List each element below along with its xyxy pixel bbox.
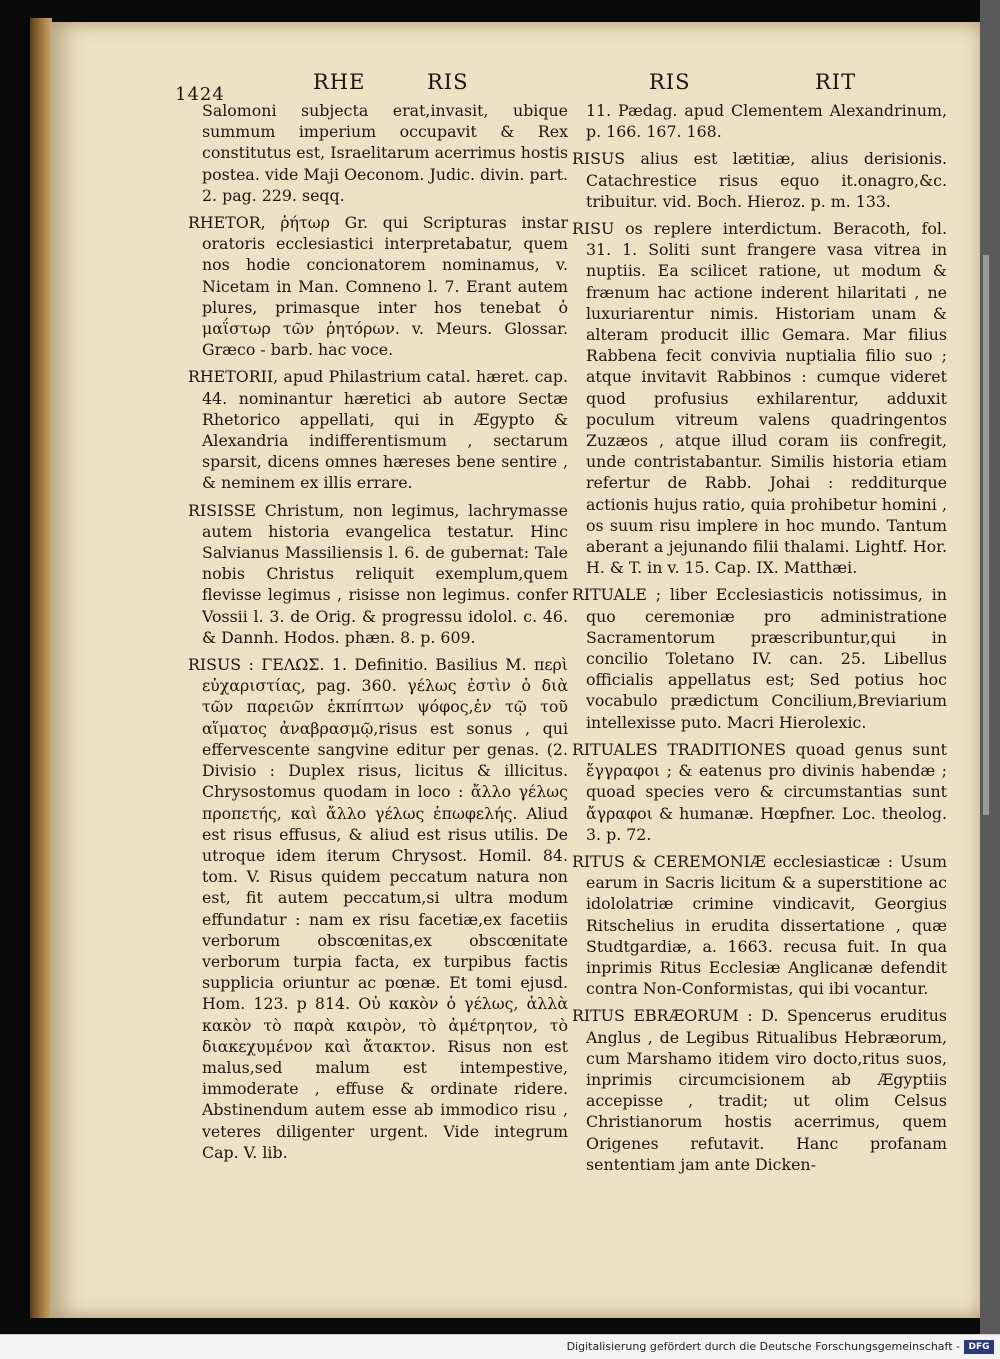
funding-notice: Digitalisierung gefördert durch die Deutsche Forschungsgemeinschaft - <box>566 1340 960 1353</box>
funding-footer <box>0 1334 1000 1359</box>
running-head-left-2: RIS <box>427 70 469 94</box>
book-page-edge <box>30 18 52 1318</box>
entry-ritus-ceremoniae: RITUS & CEREMONIÆ ecclesiasticæ : Usum earum in Sacris licitum & a superstitione ac idololatriæ crimine vindicavit, Georgius Ritschelius in erudita dissertatione , quæ Studtgardiæ, a. 1663. recusa fuit. In qua inprimis Ritus Ecclesiæ Anglicanæ defendit contra Non-Conformistas, qui ibi vocantur. <box>572 851 947 999</box>
page-number: 1424 <box>175 84 225 105</box>
entry-risu: RISU os replere interdictum. Beracoth, fol. 31. 1. Soliti sunt frangere vasa vitrea in nuptiis. Ea scilicet ratione, ut modum & frænum hac actione inderent hilaritati , ne luxuriarentur nimis. Historiam unam & alteram producit illic Gemara. Mar filius Rabbena fecit convivia nuptialia filio suo ; atque invitavit Rabbinos : cumque videret quod profusius exhilarentur, adduxit poculum vitreum valens quadringentos Zuzæos , atque illud coram iis confregit, unde contristabantur. Similis historia etiam refertur de Rabb. Johai : redditurque actionis hujus ratio, quia prohibetur homini , os suum risu implere in hoc mundo. Tantum aberant a jejunando filii thalami. Lightf. Hor. H. & T. in v. 15. Cap. IX. Matthæi. <box>572 219 947 578</box>
left-column <box>188 100 568 1169</box>
entry-salomoni-continuation: Salomoni subjecta erat,invasit, ubique summum imperium occupavit & Rex constitutus est, Israelitarum acerrimus hostis postea. vide Maji Oeconom. Judic. divin. part. 2. pag. 229. seqq. <box>202 101 568 205</box>
running-head-left-1: RHE <box>313 70 366 94</box>
dfg-logo: DFG <box>964 1340 994 1354</box>
entry-risus-continuation: 11. Pædag. apud Clementem Alexandrinum, p. 166. 167. 168. <box>586 101 947 142</box>
running-head-right-1: RIS <box>649 70 691 94</box>
entry-rhetorii: RHETORII, apud Philastrium catal. hæret. cap. 44. nominantur hæretici ab autore Sectæ Rhetorico appellati, qui in Ægypto & Alexandria indifferentismum , sectarum sparsit, dicens omnes hæreses bene sentire , & neminem ex illis errare. <box>188 367 568 493</box>
entry-risus: RISUS : ΓΕΛΩΣ. 1. Definitio. Basilius M. περὶ εὐχαριστίας, pag. 360. γέλως ἐστὶν ὁ διὰ τῶν παρειῶν ἐκπίπτων ψόφος,ἐν τῷ τοῦ αἵματος ἀναβρασμῷ,risus est sonus , qui effervescente sangvine editur per genas. (2. Divisio : Duplex risus, licitus & illicitus. Chrysostomus quodam in loco : ἄλλο γέλως προπετής, καὶ ἄλλο γέλως ἐπωφελής. Aliud est risus effusus, & aliud est risus utilis. De utroque idem iterum Chrysost. Homil. 84. tom. V. Risus quidem peccatum natura non est, fit autem peccatum,si ultra modum effundatur : nam ex risu facetiæ,ex facetiis verborum obscœnitas,ex obscœnitate verborum turpia facta, ex turpibus factis supplicia oriuntur ac pœnæ. Et tomi ejusd. Hom. 123. p 814. Οὐ κακὸν ὁ γέλως, ἀλλὰ κακὸν τὸ παρὰ καιρὸν, τὸ ἀμέτρητον, τὸ διακεχυμένον καὶ ἄτακτον. Risus non est malus,sed malum est intempestive, immoderate , effuse & ordinate ridere. Abstinendum autem esse ab immodico risu , veteres diligenter urgent. Vide integrum Cap. V. lib. <box>188 655 568 1162</box>
entry-risus-alius: RISUS alius est lætitiæ, alius derisionis. Catachrestice risus equo it.onagro,&c. tribuitur. vid. Boch. Hieroz. p. m. 133. <box>572 149 947 211</box>
entry-ritus-ebraeorum: RITUS EBRÆORUM : D. Spencerus eruditus Anglus , de Legibus Ritualibus Hebræorum, cum Marshamo itidem viro docto,ritus suos, inprimis circumcisionem ab Ægyptiis accepisse , tradit; ut olim Celsus Christianorum hostis acerrimus, quem Origenes refutavit. Hanc profanam sententiam jam ante Dicken- <box>572 1006 947 1174</box>
right-column <box>572 100 947 1181</box>
entry-rituale: RITUALE ; liber Ecclesiasticis notissimus, in quo ceremoniæ pro administratione Sacramentorum præscribuntur,qui in concilio Toletano IV. can. 25. Libellus officialis appellatus est; Sed potius hoc vocabulo prædictum Concilium,Breviarium intellexisse puto. Macri Hierolexic. <box>572 585 947 732</box>
running-head-right-2: RIT <box>815 70 857 94</box>
entry-rhetor: RHETOR, ῥήτωρ Gr. qui Scripturas instar oratoris ecclesiastici interpretabatur, quem nos hodie concionatorem nominamus, v. Nicetam in Man. Comneno l. 7. Erant autem plures, primasque inter hos tenebat ὁ μαΐστωρ τῶν ῥητόρων. v. Meurs. Glossar. Græco - barb. hac voce. <box>188 213 568 360</box>
entry-risisse: RISISSE Christum, non legimus, lachrymasse autem historia evangelica testatur. Hinc Salvianus Massiliensis l. 6. de gubernat: Tale nobis Christus reliquit exemplum,quem flevisse legimus , risisse non legimus. confer Vossii l. 3. de Orig. & progressu idolol. c. 46. & Dannh. Hodos. phæn. 8. p. 609. <box>188 500 568 647</box>
running-header <box>175 70 865 105</box>
scan-margin-bar <box>983 255 989 815</box>
entry-rituales-traditiones: RITUALES TRADITIONES quoad genus sunt ἔγγραφοι ; & eatenus pro divinis habendæ ; quoad species vero & circumstantias sunt ἄγραφοι & humanæ. Hœpfner. Loc. theolog. 3. p. 72. <box>572 739 947 844</box>
